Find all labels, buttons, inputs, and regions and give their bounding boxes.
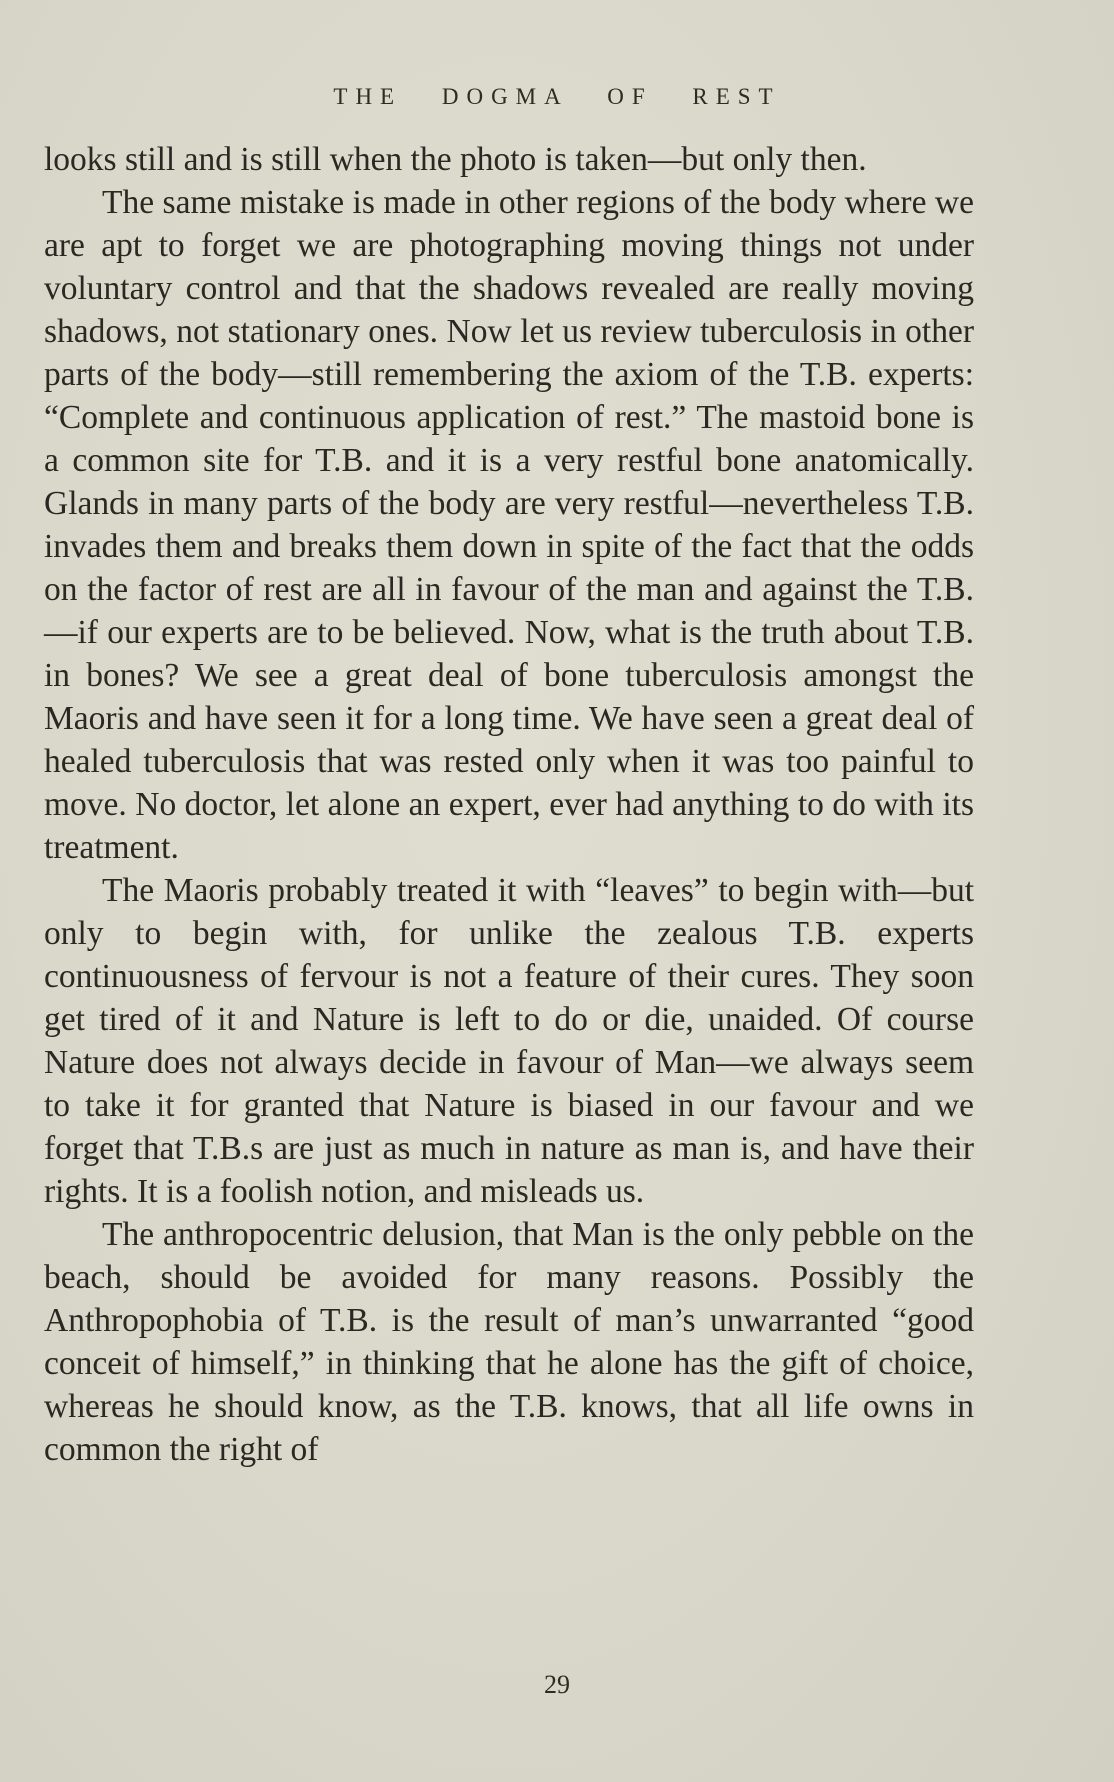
- paragraph: The same mistake is made in other regions of the body where we are apt to forget we are photographing moving things not under voluntary control and that the shadows revealed are really moving shadows, not stationary ones. Now let us review tuberculosis in other parts of the body—still remembering the axiom of the T.B. experts: “Complete and continuous application of rest.” The mastoid bone is a common site for T.B. and it is a very restful bone anatomically. Glands in many parts of the body are very restful—nevertheless T.B. invades them and breaks them down in spite of the fact that the odds on the factor of rest are all in favour of the man and against the T.B.—if our experts are to be believed. Now, what is the truth about T.B. in bones? We see a great deal of bone tuberculosis amongst the Maoris and have seen it for a long time. We have seen a great deal of healed tuberculosis that was rested only when it was too painful to move. No doctor, let alone an expert, ever had anything to do with its treatment.: [44, 184, 974, 866]
- paragraph: The anthropocentric delusion, that Man is the only pebble on the beach, should be avoided for many reasons. Possibly the Anthropophobia of T.B. is the result of man’s unwarranted “good conceit of himself,” in thinking that he alone has the gift of choice, whereas he should know, as the T.B. knows, that all life owns in common the right of: [44, 1216, 974, 1468]
- paragraph-continuation: looks still and is still when the photo is taken—but only then.: [44, 141, 867, 178]
- body-text: [44, 138, 974, 1471]
- page-number: 29: [544, 1670, 570, 1699]
- running-head: THE DOGMA OF REST: [333, 84, 781, 109]
- paragraph: The Maoris probably treated it with “leaves” to begin with—but only to begin with, for unlike the zealous T.B. experts continuousness of fervour is not a feature of their cures. They soon get tired of it and Nature is left to do or die, unaided. Of course Nature does not always decide in favour of Man—we always seem to take it for granted that Nature is biased in our favour and we forget that T.B.s are just as much in nature as man is, and have their rights. It is a foolish notion, and misleads us.: [44, 872, 974, 1210]
